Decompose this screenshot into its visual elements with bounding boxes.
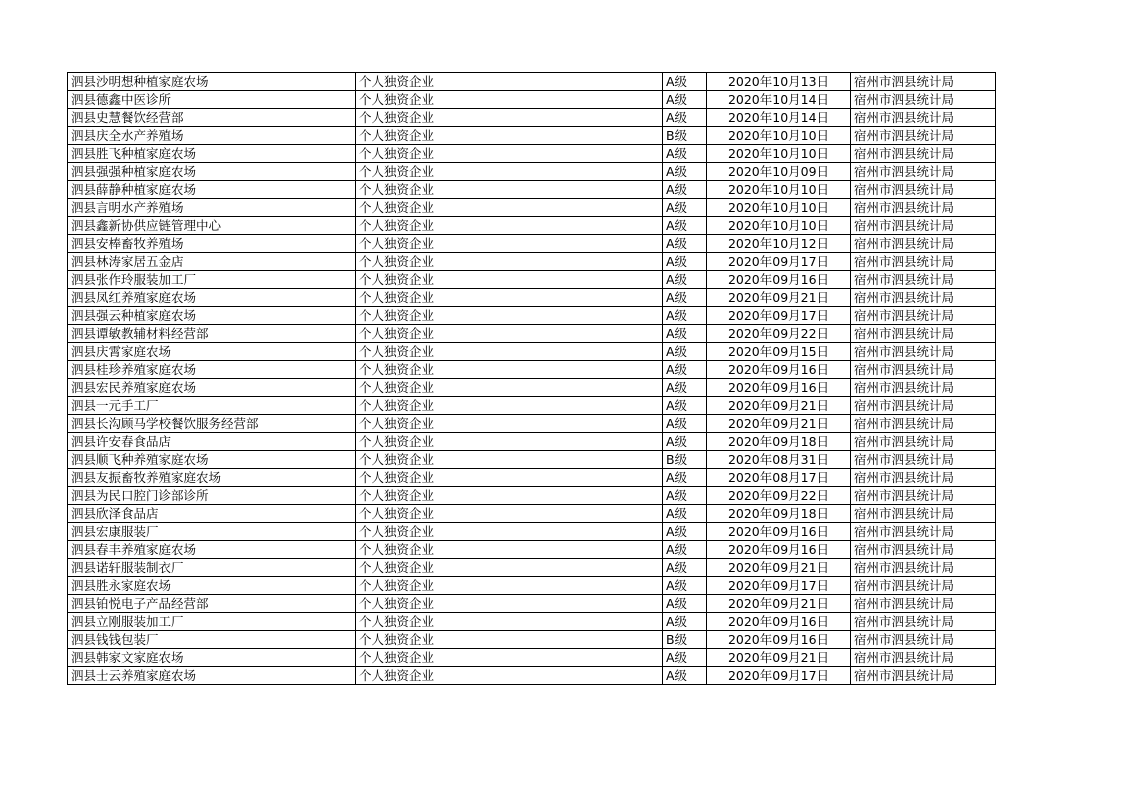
rating-authority-cell: 宿州市泗县统计局	[851, 487, 996, 505]
credit-grade-cell: A级	[663, 649, 707, 667]
enterprise-type-cell: 个人独资企业	[356, 145, 663, 163]
credit-grade-cell: A级	[663, 145, 707, 163]
rating-date-cell: 2020年10月13日	[707, 73, 851, 91]
enterprise-type-cell: 个人独资企业	[356, 667, 663, 685]
rating-authority-cell: 宿州市泗县统计局	[851, 433, 996, 451]
credit-grade-cell: A级	[663, 199, 707, 217]
table-row	[68, 433, 996, 451]
rating-date-cell: 2020年10月14日	[707, 91, 851, 109]
rating-date-cell: 2020年09月21日	[707, 649, 851, 667]
enterprise-type-cell: 个人独资企业	[356, 433, 663, 451]
enterprise-name-cell: 泗县韩家文家庭农场	[68, 649, 356, 667]
enterprise-name-cell: 泗县谭敏教辅材料经营部	[68, 325, 356, 343]
credit-grade-cell: A级	[663, 361, 707, 379]
table-row	[68, 289, 996, 307]
rating-date-cell: 2020年10月12日	[707, 235, 851, 253]
credit-grade-cell: A级	[663, 433, 707, 451]
enterprise-type-cell: 个人独资企业	[356, 163, 663, 181]
rating-date-cell: 2020年09月16日	[707, 631, 851, 649]
credit-grade-cell: A级	[663, 73, 707, 91]
enterprise-name-cell: 泗县凤红养殖家庭农场	[68, 289, 356, 307]
rating-authority-cell: 宿州市泗县统计局	[851, 631, 996, 649]
rating-date-cell: 2020年09月22日	[707, 487, 851, 505]
table-row	[68, 127, 996, 145]
table-row	[68, 181, 996, 199]
enterprise-name-cell: 泗县张作玲服装加工厂	[68, 271, 356, 289]
enterprise-type-cell: 个人独资企业	[356, 325, 663, 343]
table-row	[68, 415, 996, 433]
enterprise-name-cell: 泗县一元手工厂	[68, 397, 356, 415]
rating-authority-cell: 宿州市泗县统计局	[851, 667, 996, 685]
rating-date-cell: 2020年08月31日	[707, 451, 851, 469]
credit-grade-cell: A级	[663, 505, 707, 523]
rating-date-cell: 2020年09月16日	[707, 613, 851, 631]
rating-date-cell: 2020年09月21日	[707, 595, 851, 613]
credit-grade-cell: A级	[663, 415, 707, 433]
table-row	[68, 199, 996, 217]
enterprise-name-cell: 泗县为民口腔门诊部诊所	[68, 487, 356, 505]
rating-authority-cell: 宿州市泗县统计局	[851, 451, 996, 469]
table-row	[68, 595, 996, 613]
table-row	[68, 91, 996, 109]
enterprise-name-cell: 泗县强强种植家庭农场	[68, 163, 356, 181]
enterprise-type-cell: 个人独资企业	[356, 109, 663, 127]
table-row	[68, 649, 996, 667]
enterprise-type-cell: 个人独资企业	[356, 199, 663, 217]
rating-date-cell: 2020年10月10日	[707, 181, 851, 199]
table-row	[68, 145, 996, 163]
enterprise-type-cell: 个人独资企业	[356, 487, 663, 505]
table-row	[68, 469, 996, 487]
credit-grade-cell: B级	[663, 631, 707, 649]
rating-authority-cell: 宿州市泗县统计局	[851, 253, 996, 271]
rating-authority-cell: 宿州市泗县统计局	[851, 325, 996, 343]
rating-date-cell: 2020年09月15日	[707, 343, 851, 361]
enterprise-name-cell: 泗县强云种植家庭农场	[68, 307, 356, 325]
rating-date-cell: 2020年09月21日	[707, 559, 851, 577]
rating-authority-cell: 宿州市泗县统计局	[851, 415, 996, 433]
table-row	[68, 451, 996, 469]
rating-authority-cell: 宿州市泗县统计局	[851, 73, 996, 91]
credit-grade-cell: A级	[663, 613, 707, 631]
enterprise-name-cell: 泗县钱钱包装厂	[68, 631, 356, 649]
rating-authority-cell: 宿州市泗县统计局	[851, 559, 996, 577]
rating-authority-cell: 宿州市泗县统计局	[851, 541, 996, 559]
table-row	[68, 577, 996, 595]
rating-authority-cell: 宿州市泗县统计局	[851, 505, 996, 523]
enterprise-name-cell: 泗县桂珍养殖家庭农场	[68, 361, 356, 379]
enterprise-type-cell: 个人独资企业	[356, 613, 663, 631]
rating-date-cell: 2020年09月22日	[707, 325, 851, 343]
table-row	[68, 379, 996, 397]
enterprise-type-cell: 个人独资企业	[356, 469, 663, 487]
rating-authority-cell: 宿州市泗县统计局	[851, 307, 996, 325]
enterprise-name-cell: 泗县林涛家居五金店	[68, 253, 356, 271]
enterprise-name-cell: 泗县士云养殖家庭农场	[68, 667, 356, 685]
rating-date-cell: 2020年10月10日	[707, 127, 851, 145]
rating-authority-cell: 宿州市泗县统计局	[851, 145, 996, 163]
rating-authority-cell: 宿州市泗县统计局	[851, 469, 996, 487]
enterprise-name-cell: 泗县长沟顾马学校餐饮服务经营部	[68, 415, 356, 433]
enterprise-type-cell: 个人独资企业	[356, 631, 663, 649]
enterprise-name-cell: 泗县鑫新协供应链管理中心	[68, 217, 356, 235]
enterprise-name-cell: 泗县史慧餐饮经营部	[68, 109, 356, 127]
rating-date-cell: 2020年09月17日	[707, 253, 851, 271]
table-body	[68, 73, 996, 685]
rating-authority-cell: 宿州市泗县统计局	[851, 289, 996, 307]
credit-grade-cell: A级	[663, 559, 707, 577]
rating-authority-cell: 宿州市泗县统计局	[851, 217, 996, 235]
table-row	[68, 631, 996, 649]
table-row	[68, 523, 996, 541]
rating-authority-cell: 宿州市泗县统计局	[851, 109, 996, 127]
enterprise-type-cell: 个人独资企业	[356, 523, 663, 541]
credit-grade-cell: A级	[663, 379, 707, 397]
enterprise-type-cell: 个人独资企业	[356, 541, 663, 559]
enterprise-type-cell: 个人独资企业	[356, 379, 663, 397]
enterprise-type-cell: 个人独资企业	[356, 649, 663, 667]
rating-authority-cell: 宿州市泗县统计局	[851, 613, 996, 631]
rating-date-cell: 2020年09月16日	[707, 541, 851, 559]
enterprise-type-cell: 个人独资企业	[356, 559, 663, 577]
credit-grade-cell: B级	[663, 451, 707, 469]
enterprise-name-cell: 泗县德鑫中医诊所	[68, 91, 356, 109]
credit-grade-cell: A级	[663, 271, 707, 289]
enterprise-type-cell: 个人独资企业	[356, 235, 663, 253]
enterprise-name-cell: 泗县春丰养殖家庭农场	[68, 541, 356, 559]
enterprise-name-cell: 泗县铂悦电子产品经营部	[68, 595, 356, 613]
table-row	[68, 397, 996, 415]
rating-date-cell: 2020年09月17日	[707, 577, 851, 595]
enterprise-type-cell: 个人独资企业	[356, 415, 663, 433]
enterprise-type-cell: 个人独资企业	[356, 451, 663, 469]
table-row	[68, 253, 996, 271]
credit-grade-cell: A级	[663, 487, 707, 505]
enterprise-name-cell: 泗县庆全水产养殖场	[68, 127, 356, 145]
rating-authority-cell: 宿州市泗县统计局	[851, 199, 996, 217]
rating-date-cell: 2020年09月21日	[707, 289, 851, 307]
table-row	[68, 487, 996, 505]
credit-grade-cell: A级	[663, 577, 707, 595]
rating-authority-cell: 宿州市泗县统计局	[851, 91, 996, 109]
rating-authority-cell: 宿州市泗县统计局	[851, 523, 996, 541]
enterprise-type-cell: 个人独资企业	[356, 91, 663, 109]
table-row	[68, 541, 996, 559]
rating-date-cell: 2020年09月18日	[707, 433, 851, 451]
rating-date-cell: 2020年09月16日	[707, 523, 851, 541]
table-row	[68, 73, 996, 91]
rating-date-cell: 2020年09月17日	[707, 307, 851, 325]
rating-date-cell: 2020年10月09日	[707, 163, 851, 181]
credit-grade-cell: A级	[663, 253, 707, 271]
table-row	[68, 505, 996, 523]
rating-authority-cell: 宿州市泗县统计局	[851, 397, 996, 415]
table-row	[68, 667, 996, 685]
enterprise-name-cell: 泗县诺轩服装制衣厂	[68, 559, 356, 577]
enterprise-type-cell: 个人独资企业	[356, 253, 663, 271]
rating-date-cell: 2020年09月21日	[707, 415, 851, 433]
rating-date-cell: 2020年09月16日	[707, 361, 851, 379]
credit-grade-cell: A级	[663, 235, 707, 253]
enterprise-name-cell: 泗县宏康服装厂	[68, 523, 356, 541]
rating-authority-cell: 宿州市泗县统计局	[851, 235, 996, 253]
table-row	[68, 271, 996, 289]
enterprise-type-cell: 个人独资企业	[356, 289, 663, 307]
rating-authority-cell: 宿州市泗县统计局	[851, 343, 996, 361]
enterprise-type-cell: 个人独资企业	[356, 271, 663, 289]
rating-authority-cell: 宿州市泗县统计局	[851, 163, 996, 181]
enterprise-type-cell: 个人独资企业	[356, 577, 663, 595]
rating-authority-cell: 宿州市泗县统计局	[851, 595, 996, 613]
enterprise-type-cell: 个人独资企业	[356, 127, 663, 145]
enterprise-type-cell: 个人独资企业	[356, 595, 663, 613]
credit-grade-cell: A级	[663, 523, 707, 541]
rating-date-cell: 2020年09月18日	[707, 505, 851, 523]
enterprise-type-cell: 个人独资企业	[356, 361, 663, 379]
rating-authority-cell: 宿州市泗县统计局	[851, 361, 996, 379]
rating-date-cell: 2020年10月14日	[707, 109, 851, 127]
enterprise-name-cell: 泗县友振畜牧养殖家庭农场	[68, 469, 356, 487]
rating-date-cell: 2020年09月21日	[707, 397, 851, 415]
credit-grade-cell: A级	[663, 541, 707, 559]
enterprise-type-cell: 个人独资企业	[356, 307, 663, 325]
table-row	[68, 217, 996, 235]
table-row	[68, 613, 996, 631]
enterprise-name-cell: 泗县立刚服装加工厂	[68, 613, 356, 631]
credit-grade-cell: A级	[663, 667, 707, 685]
rating-authority-cell: 宿州市泗县统计局	[851, 649, 996, 667]
rating-authority-cell: 宿州市泗县统计局	[851, 127, 996, 145]
table-row	[68, 361, 996, 379]
rating-date-cell: 2020年09月16日	[707, 271, 851, 289]
enterprise-type-cell: 个人独资企业	[356, 217, 663, 235]
credit-grade-cell: B级	[663, 127, 707, 145]
enterprise-type-cell: 个人独资企业	[356, 181, 663, 199]
table-row	[68, 163, 996, 181]
credit-rating-table	[67, 72, 996, 685]
credit-grade-cell: A级	[663, 217, 707, 235]
credit-grade-cell: A级	[663, 289, 707, 307]
credit-grade-cell: A级	[663, 343, 707, 361]
enterprise-name-cell: 泗县言明水产养殖场	[68, 199, 356, 217]
rating-date-cell: 2020年10月10日	[707, 199, 851, 217]
enterprise-name-cell: 泗县许安春食品店	[68, 433, 356, 451]
credit-grade-cell: A级	[663, 595, 707, 613]
credit-grade-cell: A级	[663, 91, 707, 109]
enterprise-type-cell: 个人独资企业	[356, 397, 663, 415]
rating-date-cell: 2020年10月10日	[707, 217, 851, 235]
table-row	[68, 343, 996, 361]
table-row	[68, 235, 996, 253]
credit-grade-cell: A级	[663, 307, 707, 325]
table-row	[68, 109, 996, 127]
rating-authority-cell: 宿州市泗县统计局	[851, 271, 996, 289]
rating-authority-cell: 宿州市泗县统计局	[851, 379, 996, 397]
credit-grade-cell: A级	[663, 109, 707, 127]
credit-grade-cell: A级	[663, 469, 707, 487]
credit-grade-cell: A级	[663, 181, 707, 199]
enterprise-type-cell: 个人独资企业	[356, 343, 663, 361]
enterprise-name-cell: 泗县庆霄家庭农场	[68, 343, 356, 361]
enterprise-type-cell: 个人独资企业	[356, 505, 663, 523]
table-row	[68, 325, 996, 343]
enterprise-name-cell: 泗县欣泽食品店	[68, 505, 356, 523]
credit-grade-cell: A级	[663, 163, 707, 181]
table-row	[68, 307, 996, 325]
enterprise-name-cell: 泗县胜永家庭农场	[68, 577, 356, 595]
enterprise-name-cell: 泗县顺飞种养殖家庭农场	[68, 451, 356, 469]
rating-authority-cell: 宿州市泗县统计局	[851, 577, 996, 595]
rating-date-cell: 2020年09月16日	[707, 379, 851, 397]
enterprise-name-cell: 泗县薛静种植家庭农场	[68, 181, 356, 199]
rating-date-cell: 2020年10月10日	[707, 145, 851, 163]
enterprise-name-cell: 泗县沙明想种植家庭农场	[68, 73, 356, 91]
rating-date-cell: 2020年08月17日	[707, 469, 851, 487]
enterprise-name-cell: 泗县安棒畜牧养殖场	[68, 235, 356, 253]
table-row	[68, 559, 996, 577]
rating-authority-cell: 宿州市泗县统计局	[851, 181, 996, 199]
enterprise-type-cell: 个人独资企业	[356, 73, 663, 91]
enterprise-name-cell: 泗县胜飞种植家庭农场	[68, 145, 356, 163]
credit-grade-cell: A级	[663, 397, 707, 415]
rating-date-cell: 2020年09月17日	[707, 667, 851, 685]
enterprise-name-cell: 泗县宏民养殖家庭农场	[68, 379, 356, 397]
credit-grade-cell: A级	[663, 325, 707, 343]
